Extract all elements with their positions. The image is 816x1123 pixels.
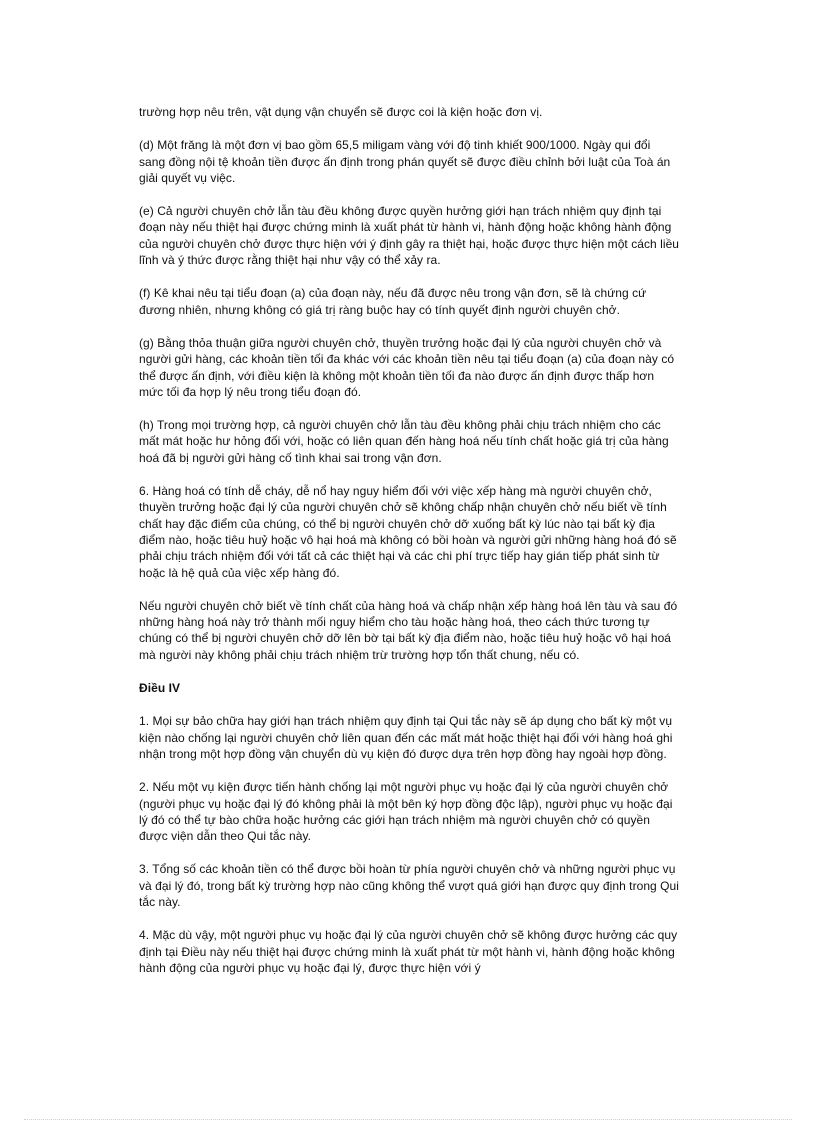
- paragraph-continuation: trường hợp nêu trên, vật dụng vận chuyển sẽ được coi là kiện hoặc đơn vị.: [139, 105, 543, 119]
- paragraph-e: (e) Cả người chuyên chở lẫn tàu đều không được quyền hưởng giới hạn trách nhiệm quy định tại đoạn này nếu thiệt hại được chứng minh là xuất phát từ hành vi, hành động hoặc không hành động của người chuyên chở được thực hiện với ý định gây ra thiệt hại, hoặc được thực hiện một cách liều lĩnh và ý thức được rằng thiệt hại như vậy có thể xảy ra.: [139, 204, 680, 268]
- article-4-paragraph-1: 1. Mọi sự bảo chữa hay giới hạn trách nhiệm quy định tại Qui tắc này sẽ áp dụng cho bất kỳ một vụ kiện nào chống lại người chuyên chở liên quan đến các mất mát hoặc thiệt hại đối với hàng hoá ghi nhận trong một hợp đồng vận chuyển dù vụ kiện đó được dựa trên hợp đồng hay ngoài hợp đồng.: [139, 714, 673, 761]
- article-4-paragraph-3: 3. Tổng số các khoản tiền có thể được bồi hoàn từ phía người chuyên chở và những người phục vụ và đại lý đó, trong bất kỳ trường hợp nào cũng không thể vượt quá giới hạn được quy định trong Qui tắc này.: [139, 862, 679, 909]
- paragraph-6-continued: Nếu người chuyên chở biết về tính chất của hàng hoá và chấp nhận xếp hàng hoá lên tàu và sau đó những hàng hoá này trở thành mối nguy hiểm cho tàu hoặc hàng hoá, theo cách thức tương tự chúng có thể bị người chuyên chở dỡ lên bờ tại bất kỳ địa điểm nào, hoặc tiêu huỷ hoặc vô hại hoá mà người này không phải chịu trách nhiệm trừ trường hợp tổn thất chung, nếu có.: [139, 598, 678, 662]
- page-bottom-divider: [24, 1119, 792, 1120]
- paragraph-6: 6. Hàng hoá có tính dễ cháy, dễ nổ hay nguy hiểm đối với việc xếp hàng mà người chuyên chở, thuyền trưởng hoặc đại lý của người chuyên chở sẽ không chấp nhận chuyên chở nếu biết về tính chất hay đặc điểm của chúng, có thể bị người chuyên chở dỡ xuống bất kỳ lúc nào tại bất kỳ địa điểm nào, hoặc tiêu huỷ hoặc vô hại hoá mà không có bồi hoàn và người gửi những hàng hoá đó sẽ phải chịu trách nhiệm đối với tất cả các thiệt hại và các chi phí trực tiếp hay gián tiếp phát sinh từ hoặc là hệ quả của việc xếp hàng đó.: [139, 484, 677, 580]
- document-page: [139, 104, 679, 993]
- section-heading: Điều IV: [139, 681, 181, 696]
- paragraph-f: (f) Kê khai nêu tại tiểu đoạn (a) của đoạn này, nếu đã được nêu trong vận đơn, sẽ là chứng cứ đương nhiên, nhưng không có giá trị ràng buộc hay có tính quyết định người chuyên chở.: [139, 286, 647, 317]
- paragraph-g: (g) Bằng thỏa thuận giữa người chuyên chở, thuyền trưởng hoặc đại lý của người chuyên chở và người gửi hàng, các khoản tiền tối đa khác với các khoản tiền nêu tại tiểu đoạn (a) của đoạn này có thể được ấn định, với điều kiện là không một khoản tiền tối đa nào được ấn định được thấp hơn mức tối đa hợp lý nêu trong tiểu đoạn đó.: [139, 335, 675, 399]
- article-4-paragraph-4: 4. Mặc dù vậy, một người phục vụ hoặc đại lý của người chuyên chở sẽ không được hưởng các quy định tại Điều này nếu thiệt hại được chứng minh là xuất phát từ một hành vi, hành động hoặc không hành động của người phục vụ hoặc đại lý, được thực hiện với ý: [139, 928, 678, 975]
- paragraph-d: (d) Một frăng là một đơn vị bao gồm 65,5 miligam vàng với độ tinh khiết 900/1000. Ngày qui đổi sang đồng nội tệ khoản tiền được ấn định trong phán quyết sẽ được điều chỉnh bởi luật của Toà án giải quyết vụ việc.: [139, 138, 671, 185]
- paragraph-h: (h) Trong mọi trường hợp, cả người chuyên chở lẫn tàu đều không phải chịu trách nhiệm cho các mất mát hoặc hư hỏng đối với, hoặc có liên quan đến hàng hoá nếu tính chất hoặc giá trị của hàng hoá đã bị người gửi hàng cố tình khai sai trong vận đơn.: [139, 418, 669, 465]
- article-4-paragraph-2: 2. Nếu một vụ kiện được tiến hành chống lại một người phục vụ hoặc đại lý của người chuyên chở (người phục vụ hoặc đại lý đó không phải là một bên ký hợp đồng độc lập), người phục vụ hoặc đại lý đó có thể tự bào chữa hoặc hưởng các giới hạn trách nhiệm mà người chuyên chở có quyền được viện dẫn theo Qui tắc này.: [139, 780, 673, 844]
